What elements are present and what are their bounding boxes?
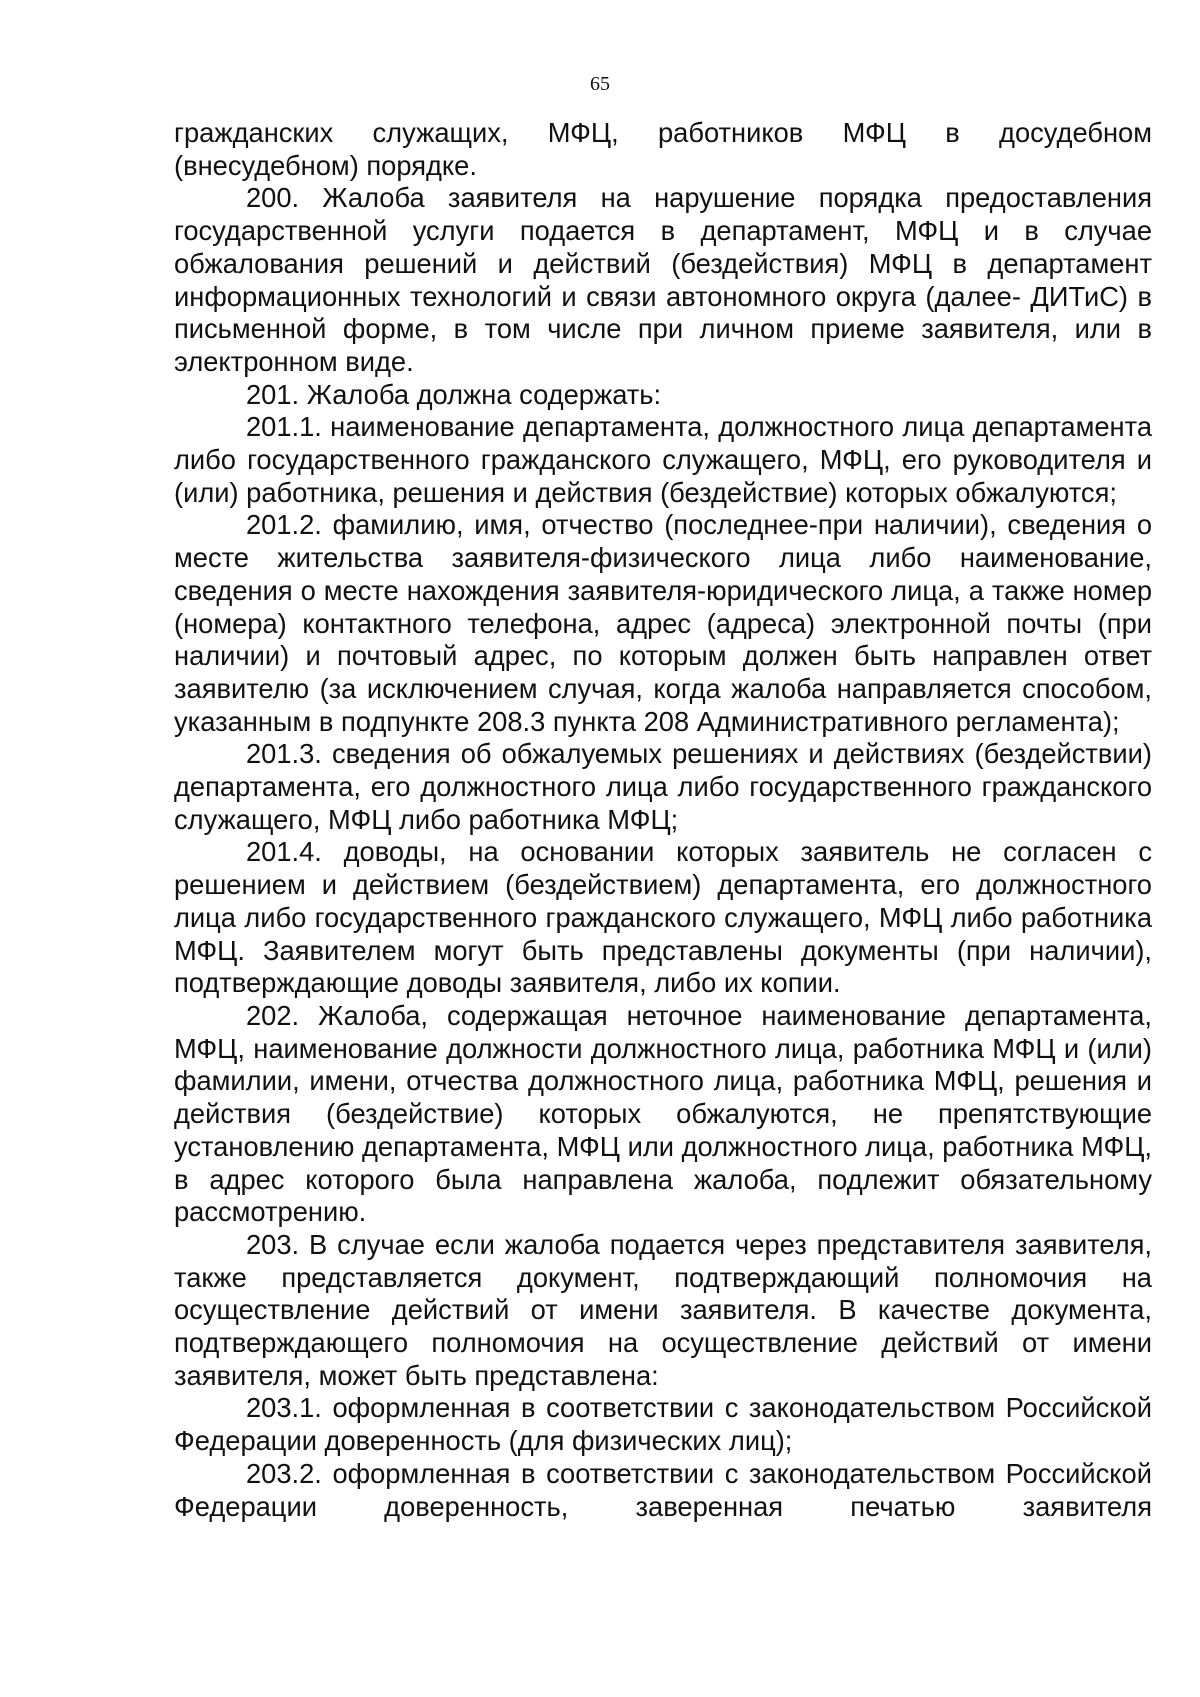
paragraph: 201.2. фамилию, имя, отчество (последнее-при наличии), сведения о месте жительства заявителя-физического лица либо наименование, сведения о месте нахождения заявителя-юридического лица, а также номер (номера) контактного телефона, адрес (адреса) электронной почты (при наличии) и почтовый адрес, по которым должен быть направлен ответ заявителю (за исключением случая, когда жалоба направляется способом, указанным в подпункте 208.3 пункта 208 Административного регламента);: [174, 509, 1152, 737]
paragraph: 203.1. оформленная в соответствии с законодательством Российской Федерации доверенность (для физических лиц);: [174, 1392, 1152, 1457]
paragraph: 201.4. доводы, на основании которых заявитель не согласен с решением и действием (бездействием) департамента, его должностного лица либо государственного гражданского служащего, МФЦ либо работника МФЦ. Заявителем могут быть представлены документы (при наличии), подтверждающие доводы заявителя, либо их копии.: [174, 836, 1152, 999]
paragraph: 201.1. наименование департамента, должностного лица департамента либо государственного гражданского служащего, МФЦ, его руководителя и (или) работника, решения и действия (бездействие) которых обжалуются;: [174, 411, 1152, 508]
paragraph: 201. Жалоба должна содержать:: [246, 378, 662, 410]
paragraph: 203. В случае если жалоба подается через представителя заявителя, также представляется документ, подтверждающий полномочия на осуществление действий от имени заявителя. В качестве документа, подтверждающего полномочия на осуществление действий от имени заявителя, может быть представлена:: [174, 1228, 1152, 1391]
paragraph: 203.2. оформленная в соответствии с законодательством Российской Федерации доверенность, заверенная печатью заявителя: [174, 1457, 1152, 1522]
paragraph: гражданских служащих, МФЦ, работников МФЦ в досудебном (внесудебном) порядке.: [174, 117, 1152, 181]
document-body: [174, 117, 1152, 1523]
paragraph: 202. Жалоба, содержащая неточное наименование департамента, МФЦ, наименование должности должностного лица, работника МФЦ и (или) фамилии, имени, отчества должностного лица, работника МФЦ, решения и действия (бездействие) которых обжалуются, не препятствующие установлению департамента, МФЦ или должностного лица, работника МФЦ, в адрес которого была направлена жалоба, подлежит обязательному рассмотрению.: [174, 999, 1152, 1228]
paragraph: 200. Жалоба заявителя на нарушение порядка предоставления государственной услуги подается в департамент, МФЦ и в случае обжалования решений и действий (бездействия) МФЦ в департамент информационных технологий и связи автономного округа (далее- ДИТиС) в письменной форме, в том числе при личном приеме заявителя, или в электронном виде.: [174, 182, 1152, 377]
paragraph: 201.3. сведения об обжалуемых решениях и действиях (бездействии) департамента, его должностного лица либо государственного гражданского служащего, МФЦ либо работника МФЦ;: [174, 738, 1152, 835]
page-number: 65: [590, 73, 610, 95]
